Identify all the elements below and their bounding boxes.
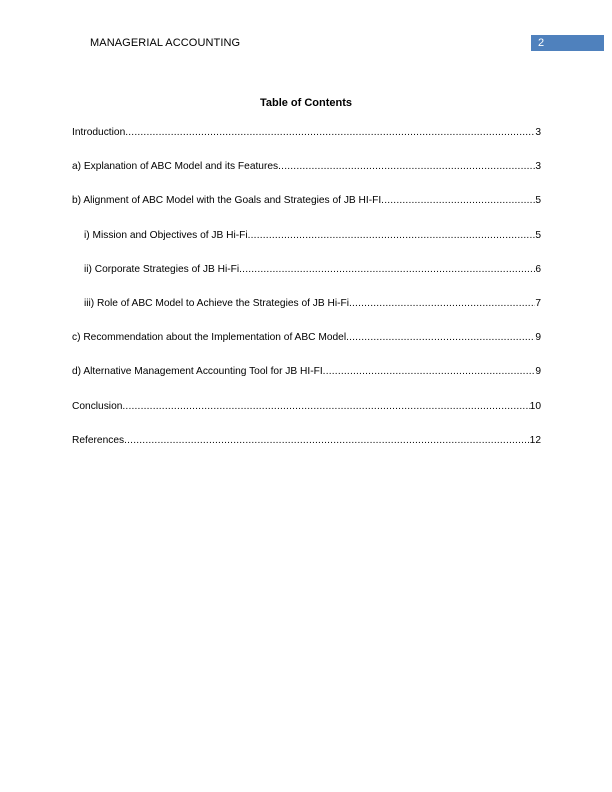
toc-entry-label: iii) Role of ABC Model to Achieve the Strategies of JB Hi-Fi <box>84 297 349 309</box>
toc-entry-page: 6 <box>535 263 541 275</box>
toc-dot-leader <box>349 297 535 311</box>
toc-dot-leader <box>248 229 536 243</box>
toc-entry-mission-objectives[interactable] <box>72 229 541 243</box>
toc-entry-label: ii) Corporate Strategies of JB Hi-Fi <box>84 263 240 275</box>
running-header-title: MANAGERIAL ACCOUNTING <box>90 37 241 49</box>
toc-dot-leader <box>278 160 535 174</box>
toc-entry-page: 5 <box>535 229 541 241</box>
toc-entry-label: References <box>72 434 125 446</box>
toc-dot-leader <box>124 434 530 448</box>
toc-entry-recommendation[interactable] <box>72 331 541 345</box>
toc-entry-introduction[interactable] <box>72 126 541 140</box>
toc-entry-label: a) Explanation of ABC Model and its Features <box>72 161 279 173</box>
toc-entry-page: 3 <box>535 127 541 138</box>
toc-heading: Table of Contents <box>259 97 353 109</box>
table-of-contents <box>72 126 541 468</box>
toc-entry-references[interactable] <box>72 434 541 448</box>
toc-entry-role-of-abc[interactable] <box>72 297 541 311</box>
toc-entry-page: 5 <box>535 195 541 207</box>
toc-entry-page: 3 <box>535 161 541 173</box>
toc-dot-leader <box>239 263 535 277</box>
toc-entry-label: d) Alternative Management Accounting Tool for JB HI-FI <box>72 366 323 378</box>
toc-entry-page: 12 <box>529 434 541 446</box>
toc-entry-abc-model-explanation[interactable] <box>72 160 541 174</box>
toc-dot-leader <box>381 194 535 208</box>
toc-entry-label: b) Alignment of ABC Model with the Goals and Strategies of JB HI-FI <box>72 195 382 207</box>
page-number-badge: 2 <box>531 35 604 51</box>
toc-entry-label: c) Recommendation about the Implementation of ABC Model <box>72 332 347 344</box>
toc-entry-page: 10 <box>529 400 541 412</box>
toc-entry-label: Conclusion <box>72 400 123 412</box>
toc-entry-page: 9 <box>535 366 541 378</box>
toc-entry-page: 7 <box>535 297 541 309</box>
toc-entry-label: Introduction <box>72 127 126 138</box>
toc-entry-corporate-strategies[interactable] <box>72 263 541 277</box>
toc-dot-leader <box>125 126 535 140</box>
toc-entry-label: i) Mission and Objectives of JB Hi-Fi <box>84 229 248 241</box>
toc-dot-leader <box>122 400 529 414</box>
toc-entry-conclusion[interactable] <box>72 400 541 414</box>
toc-dot-leader <box>323 365 536 379</box>
toc-entry-abc-alignment[interactable] <box>72 194 541 208</box>
toc-entry-alternative-tool[interactable] <box>72 365 541 379</box>
toc-entry-page: 9 <box>535 332 541 344</box>
toc-dot-leader <box>346 331 535 345</box>
